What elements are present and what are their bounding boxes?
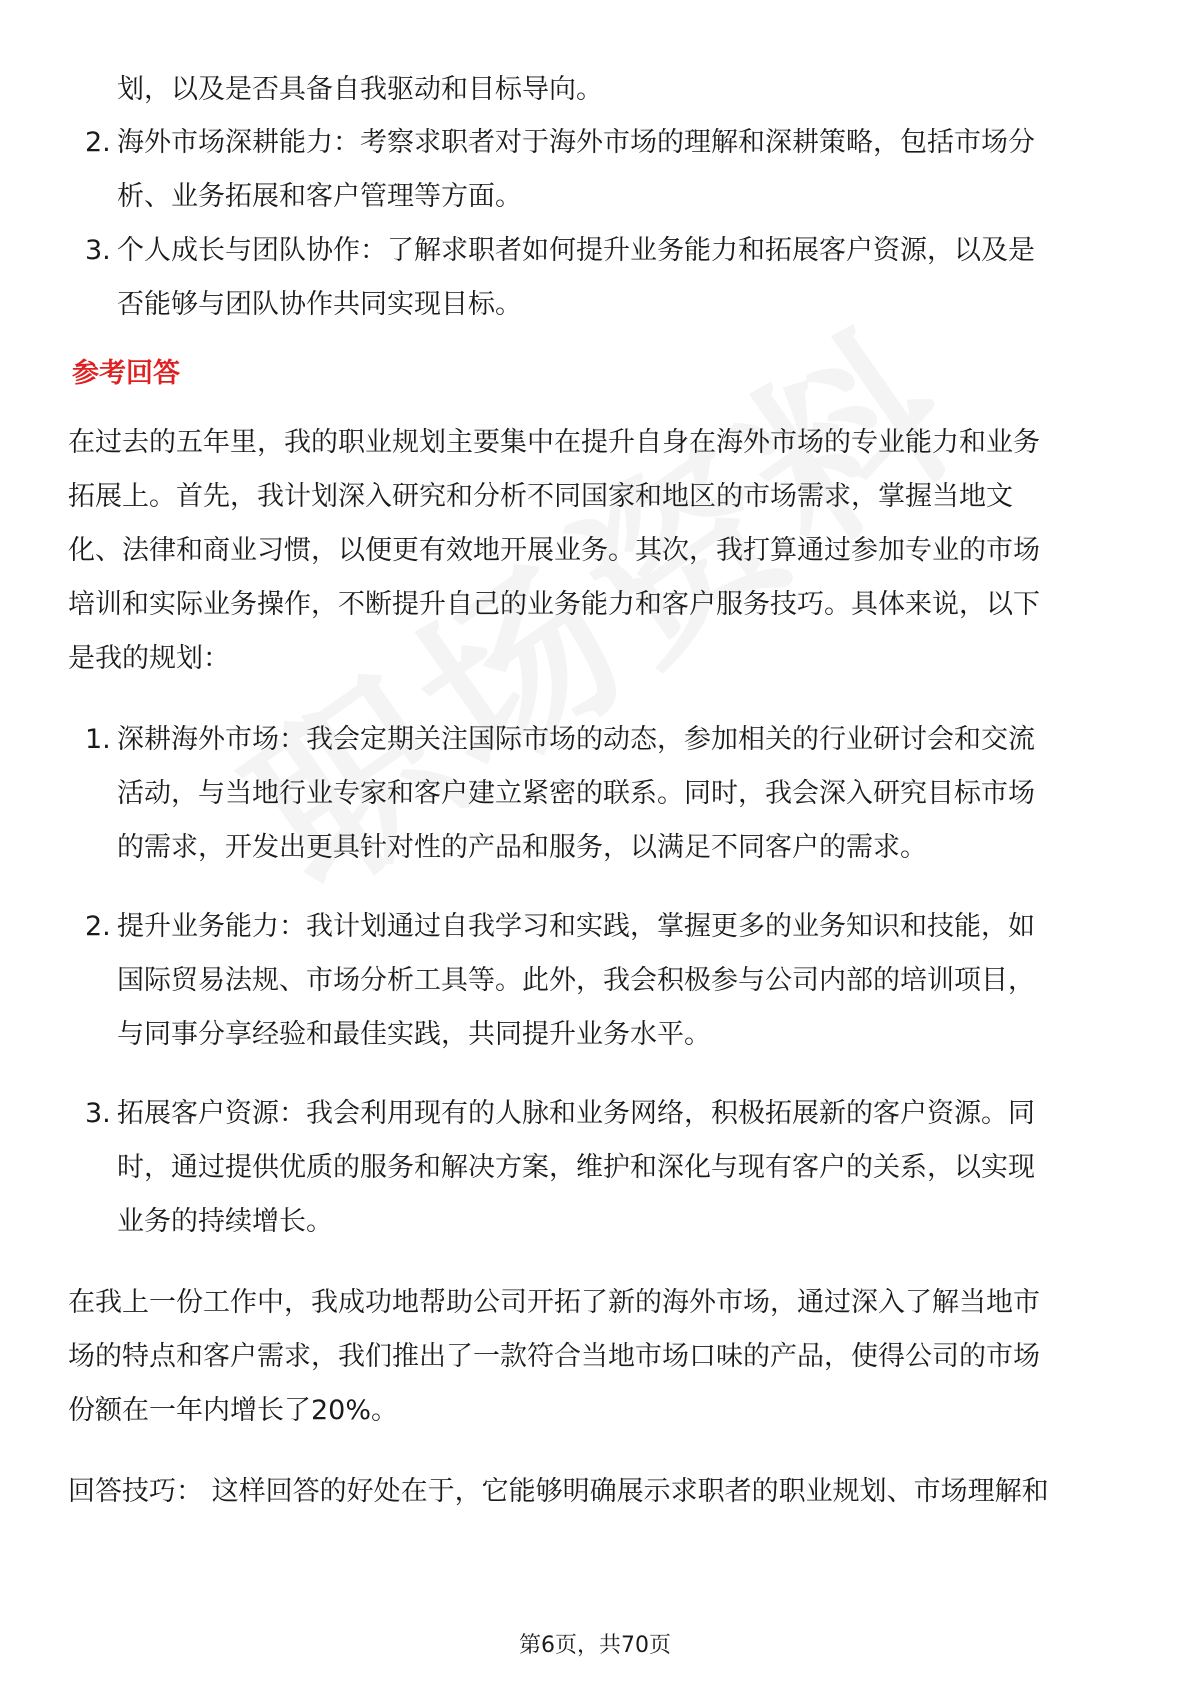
list-item-text: 深耕海外市场：我会定期关注国际市场的动态，参加相关的行业研讨会和交流 [117,724,1035,755]
answer-tips-line: 回答技巧： 这样回答的好处在于，它能够明确展示求职者的职业规划、市场理解和 [68,1476,1049,1507]
paragraph-line: 培训和实际业务操作，不断提升自己的业务能力和客户服务技巧。具体来说，以下 [68,589,1040,620]
page-number-footer: 第6页，共70页 [519,1633,671,1658]
list-number: 2. [85,127,111,158]
list-item-text: 海外市场深耕能力：考察求职者对于海外市场的理解和深耕策略，包括市场分 [117,127,1035,158]
paragraph-line: 是我的规划： [68,643,230,674]
list-item-text: 业务的持续增长。 [117,1206,333,1237]
list-item-text: 析、业务拓展和客户管理等方面。 [117,181,522,212]
list-number: 1. [85,724,111,755]
paragraph-line: 在我上一份工作中，我成功地帮助公司开拓了新的海外市场，通过深入了解当地市 [68,1287,1040,1318]
list-number: 2. [85,911,111,942]
list-item-text: 国际贸易法规、市场分析工具等。此外，我会积极参与公司内部的培训项目， [117,965,1035,996]
paragraph-line: 在过去的五年里，我的职业规划主要集中在提升自身在海外市场的专业能力和业务 [68,427,1040,458]
section-heading: 参考回答 [72,358,180,389]
list-item-text: 否能够与团队协作共同实现目标。 [117,289,522,320]
list-item-text: 时，通过提供优质的服务和解决方案，维护和深化与现有客户的关系，以实现 [117,1152,1035,1183]
list-item-text: 的需求，开发出更具针对性的产品和服务，以满足不同客户的需求。 [117,832,927,863]
list-item-text: 拓展客户资源：我会利用现有的人脉和业务网络，积极拓展新的客户资源。同 [117,1098,1035,1129]
list-item-text: 与同事分享经验和最佳实践，共同提升业务水平。 [117,1019,711,1050]
paragraph-line: 场的特点和客户需求，我们推出了一款符合当地市场口味的产品，使得公司的市场 [68,1341,1040,1372]
list-item-text: 个人成长与团队协作：了解求职者如何提升业务能力和拓展客户资源，以及是 [117,235,1035,266]
paragraph-line: 拓展上。首先，我计划深入研究和分析不同国家和地区的市场需求，掌握当地文 [68,481,1013,512]
list-item-text: 提升业务能力：我计划通过自我学习和实践，掌握更多的业务知识和技能，如 [117,911,1035,942]
list-number: 3. [85,235,111,266]
paragraph-line: 份额在一年内增长了20%。 [68,1395,399,1426]
list-item-continuation: 划，以及是否具备自我驱动和目标导向。 [117,74,603,105]
list-number: 3. [85,1098,111,1129]
paragraph-line: 化、法律和商业习惯，以便更有效地开展业务。其次，我打算通过参加专业的市场 [68,535,1040,566]
list-item-text: 活动，与当地行业专家和客户建立紧密的联系。同时，我会深入研究目标市场 [117,778,1035,809]
